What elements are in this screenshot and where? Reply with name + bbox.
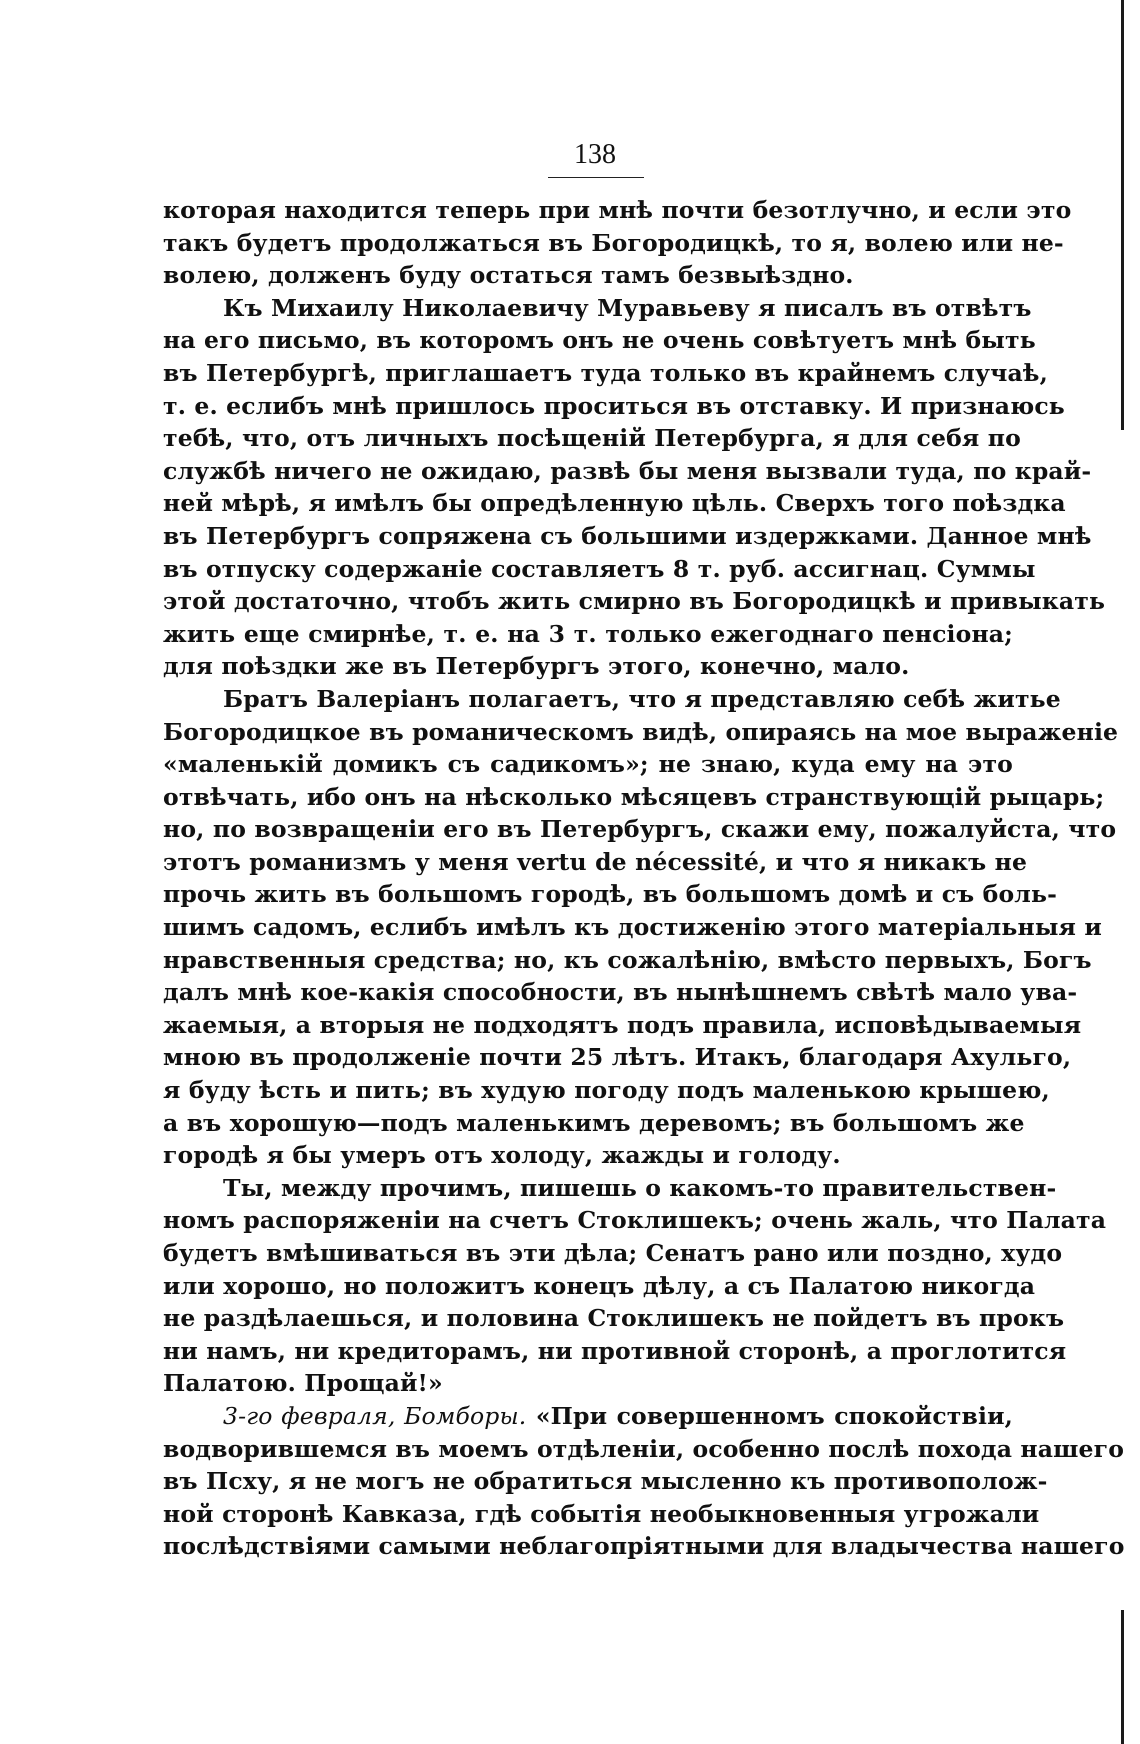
text-line: Къ Михаилу Николаевичу Муравьеву я писалъ въ отвѣтъ [223, 293, 1032, 322]
scan-edge [1121, 1610, 1124, 1744]
body-text [163, 194, 1125, 1563]
text-line: я буду ѣсть и пить; въ худую погоду подъ маленькою крышею, [163, 1076, 1050, 1105]
text-line: въ отпуску содержаніе составляетъ 8 т. руб. ассигнац. Суммы [163, 554, 1036, 583]
text-line: не раздѣлаешься, и половина Стоклишекъ не пойдетъ въ прокъ [163, 1304, 1065, 1333]
text-line: ней мѣрѣ, я имѣлъ бы опредѣленную цѣль. Сверхъ того поѣздка [163, 489, 1066, 518]
text-span: «При совершенномъ спокойствіи, [535, 1401, 1013, 1430]
text-line: Богородицкое въ романическомъ видѣ, опираясь на мое выраженіе [163, 717, 1119, 746]
text-line: далъ мнѣ кое-какія способности, въ нынѣшнемъ свѣтѣ мало ува- [163, 978, 1078, 1007]
text-line: шимъ садомъ, еслибъ имѣлъ къ достиженію этого матеріальныя и [163, 913, 1102, 942]
text-line: «маленькій домикъ съ садикомъ»; не знаю, куда ему на это [163, 750, 1013, 779]
dateline-line [163, 1400, 1013, 1433]
text-line: мною въ продолженіе почти 25 лѣтъ. Итакъ, благодаря Ахульго, [163, 1043, 1072, 1072]
text-line: въ Псху, я не могъ не обратиться мысленно къ противополож- [163, 1467, 1048, 1496]
text-line: водворившемся въ моемъ отдѣленіи, особенно послѣ похода нашего [163, 1434, 1125, 1463]
text-line: въ Петербургъ сопряжена съ большими издержками. Данное мнѣ [163, 521, 1092, 550]
page-number: 138 [574, 139, 616, 170]
text-line: городѣ я бы умеръ отъ холоду, жажды и голоду. [163, 1141, 841, 1170]
text-line: ни намъ, ни кредиторамъ, ни противной сторонѣ, а проглотится [163, 1336, 1067, 1365]
text-line: или хорошо, но положитъ конецъ дѣлу, а съ Палатою никогда [163, 1271, 1036, 1300]
text-line: отвѣчать, ибо онъ на нѣсколько мѣсяцевъ странствующій рыцарь; [163, 782, 1105, 811]
text-line: ной сторонѣ Кавказа, гдѣ событія необыкновенныя угрожали [163, 1499, 1040, 1528]
text-line: номъ распоряженіи на счетъ Стоклишекъ; очень жаль, что Палата [163, 1206, 1107, 1235]
text-line: этотъ романизмъ у меня vertu de nécessité, и что я никакъ не [163, 847, 1028, 876]
text-line: этой достаточно, чтобъ жить смирно въ Богородицкѣ и привыкать [163, 587, 1106, 616]
text-line: но, по возвращеніи его въ Петербургъ, скажи ему, пожалуйста, что [163, 815, 1117, 844]
scan-edge [1121, 0, 1124, 430]
text-line: жаемыя, а вторыя не подходятъ подъ правила, исповѣдываемыя [163, 1010, 1082, 1039]
text-line: послѣдствіями самыми неблагопріятными для владычества нашего [163, 1532, 1125, 1561]
text-line: Ты, между прочимъ, пишешь о какомъ-то правительствен- [223, 1173, 1057, 1202]
text-line: въ Петербургѣ, приглашаетъ туда только въ крайнемъ случаѣ, [163, 358, 1048, 387]
text-line: тебѣ, что, отъ личныхъ посѣщеній Петербурга, я для себя по [163, 424, 1021, 453]
page-number-rule [548, 177, 644, 178]
text-line: т. е. еслибъ мнѣ пришлось проситься въ отставку. И признаюсь [163, 391, 1065, 420]
text-line: будетъ вмѣшиваться въ эти дѣла; Сенатъ рано или поздно, худо [163, 1239, 1063, 1267]
text-line: которая находится теперь при мнѣ почти безотлучно, и если это [163, 196, 1072, 224]
text-line: на его письмо, въ которомъ онъ не очень совѣтуетъ мнѣ быть [163, 326, 1036, 355]
text-line: волею, долженъ буду остаться тамъ безвыѣздно. [163, 261, 854, 290]
text-line: Палатою. Прощай!» [163, 1369, 443, 1398]
text-line: нравственныя средства; но, къ сожалѣнію, вмѣсто первыхъ, Богъ [163, 945, 1092, 974]
text-line: службѣ ничего не ожидаю, развѣ бы меня вызвали туда, по край- [163, 456, 1092, 485]
text-line: жить еще смирнѣе, т. е. на 3 т. только ежегоднаго пенсіона; [163, 619, 1013, 648]
text-line: для поѣздки же въ Петербургъ этого, конечно, мало. [163, 652, 910, 681]
dateline: 3-го февраля, Бомборы. [223, 1401, 527, 1430]
text-line: а въ хорошую—подъ маленькимъ деревомъ; въ большомъ же [163, 1108, 1025, 1137]
text-line: Братъ Валеріанъ полагаетъ, что я представляю себѣ житье [223, 684, 1061, 713]
text-line: такъ будетъ продолжаться въ Богородицкѣ, то я, волею или не- [163, 228, 1064, 257]
text-line: прочь жить въ большомъ городѣ, въ большомъ домѣ и съ боль- [163, 880, 1058, 909]
